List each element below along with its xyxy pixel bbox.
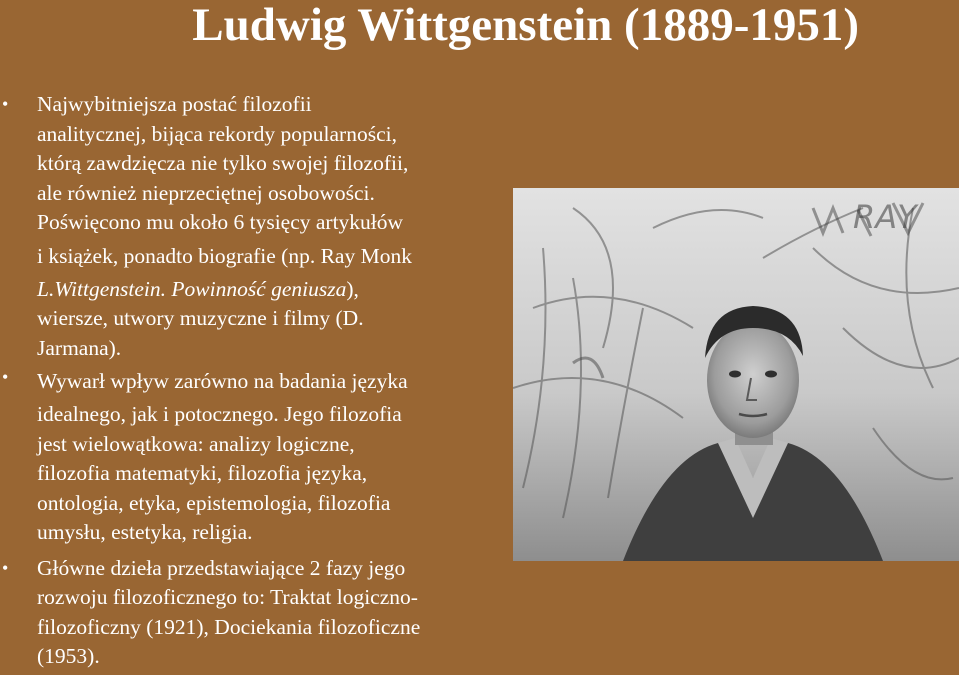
bullet-line: wiersze, utwory muzyczne i filmy (D. (37, 306, 364, 330)
bullet-line: rozwoju filozoficznego to: Traktat logiczno- (37, 585, 418, 609)
bullet-item (0, 554, 540, 672)
bullet-item (0, 363, 540, 548)
photo-scribble-text: RAY (853, 198, 917, 236)
bullet-icon: • (2, 557, 9, 578)
bullet-line: jest wielowątkowa: analizy logiczne, (37, 431, 355, 456)
portrait-illustration (513, 188, 959, 561)
right-eye-shape (765, 371, 777, 378)
slide-title: Ludwig Wittgenstein (1889-1951) (192, 0, 859, 51)
bullet-line: którą zawdzięcza nie tylko swojej filozofii, (37, 151, 409, 175)
bullet-line: Wywarł wpływ zarówno na badania języka (37, 369, 408, 393)
face-shape (707, 322, 799, 438)
bullet-line-tail: ), (346, 276, 359, 301)
left-eye-shape (729, 371, 741, 378)
bullet-line-italic (37, 275, 540, 305)
bullet-icon: • (2, 94, 9, 114)
bullet-line: ontologia, etyka, epistemologia, filozofia (37, 490, 391, 515)
bullet-icon: • (2, 367, 9, 387)
bullet-list (0, 90, 540, 672)
portrait-photo (513, 188, 959, 561)
bullet-line: idealnego, jak i potocznego. Jego filozofia (37, 402, 402, 426)
bullet-item (0, 90, 540, 363)
bullet-line: filozofia matematyki, filozofia języka, (37, 461, 368, 485)
bullet-line: Poświęcono mu około 6 tysięcy artykułów (37, 210, 404, 234)
bullet-line: umysłu, estetyka, religia. (37, 520, 253, 544)
bullet-line: Najwybitniejsza postać filozofii (37, 92, 312, 116)
bullet-line: filozoficzny (1921), Dociekania filozoficzne (37, 614, 421, 639)
bullet-line: i książek, ponadto biografie (np. Ray Monk (37, 243, 412, 268)
book-title-italic: L.Wittgenstein. Powinność geniusza (37, 276, 347, 301)
bullet-line: Główne dzieła przedstawiające 2 fazy jego (37, 555, 406, 580)
bullet-line: analitycznej, bijąca rekordy popularności, (37, 121, 397, 146)
bullet-line: Jarmana). (37, 335, 122, 360)
bullet-line: (1953). (37, 644, 100, 668)
bullet-line: ale również nieprzeciętnej osobowości. (37, 180, 375, 205)
